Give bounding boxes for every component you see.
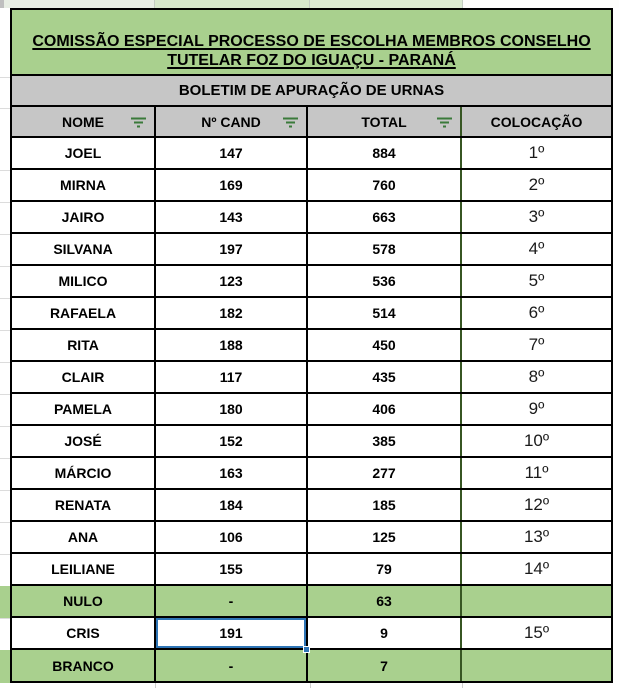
green-fill-sliver bbox=[0, 650, 10, 683]
table-row bbox=[12, 266, 611, 298]
cell-sliver bbox=[310, 0, 463, 8]
cell-colocacao[interactable] bbox=[462, 650, 611, 681]
gridline bbox=[310, 683, 311, 688]
cell-cand[interactable]: 143 bbox=[156, 202, 308, 232]
cell-total[interactable]: 536 bbox=[308, 266, 462, 296]
cell-cand[interactable]: 123 bbox=[156, 266, 308, 296]
cell-total[interactable]: 185 bbox=[308, 490, 462, 520]
cell-nome[interactable]: MÁRCIO bbox=[12, 458, 156, 488]
title-line-1: COMISSÃO ESPECIAL PROCESSO DE ESCOLHA MEMBROS CONSELHO bbox=[32, 33, 591, 51]
cell-nome[interactable]: RITA bbox=[12, 330, 156, 360]
cell-colocacao[interactable]: 8º bbox=[528, 367, 545, 386]
cell-nome[interactable]: LEILIANE bbox=[12, 554, 156, 584]
cell-cand[interactable]: 169 bbox=[156, 170, 308, 200]
cell-colocacao[interactable]: 10º bbox=[523, 431, 550, 450]
row-below-sliver bbox=[0, 683, 619, 688]
subtitle-text: BOLETIM DE APURAÇÃO DE URNAS bbox=[178, 82, 445, 99]
cell-total[interactable]: 406 bbox=[308, 394, 462, 424]
cell-total[interactable]: 385 bbox=[308, 426, 462, 456]
table-row-branco bbox=[12, 650, 611, 681]
cell-cand[interactable]: 197 bbox=[156, 234, 308, 264]
cell-colocacao[interactable]: 3º bbox=[528, 207, 545, 226]
title-line-2: TUTELAR FOZ DO IGUAÇU - PARANÁ bbox=[167, 52, 456, 70]
cell-nome[interactable]: MIRNA bbox=[12, 170, 156, 200]
cell-cand[interactable]: 152 bbox=[156, 426, 308, 456]
cell-total[interactable]: 277 bbox=[308, 458, 462, 488]
cell-cand[interactable]: 182 bbox=[156, 298, 308, 328]
cell-cand[interactable]: - bbox=[156, 586, 308, 616]
cell-colocacao[interactable]: 6º bbox=[528, 303, 545, 322]
table-row bbox=[12, 170, 611, 202]
cell-colocacao[interactable]: 11º bbox=[524, 463, 549, 482]
subtitle-band bbox=[12, 76, 611, 107]
title-band bbox=[12, 10, 611, 76]
header-cand[interactable] bbox=[156, 107, 308, 136]
table-header-row bbox=[12, 107, 611, 138]
cell-nome[interactable]: RAFAELA bbox=[12, 298, 156, 328]
cell-cand[interactable]: 188 bbox=[156, 330, 308, 360]
cell-nome[interactable]: NULO bbox=[12, 586, 156, 616]
table-row bbox=[12, 522, 611, 554]
cell-total[interactable]: 7 bbox=[308, 650, 462, 681]
cell-total[interactable]: 663 bbox=[308, 202, 462, 232]
cell-cand[interactable]: 147 bbox=[156, 138, 308, 168]
cell-colocacao[interactable]: 1º bbox=[528, 143, 545, 162]
gridline bbox=[0, 108, 10, 109]
header-label: Nº CAND bbox=[201, 113, 261, 130]
cell-colocacao[interactable]: 13º bbox=[523, 527, 550, 546]
cell-colocacao[interactable]: 15º bbox=[523, 623, 550, 642]
cell-colocacao[interactable]: 5º bbox=[528, 271, 545, 290]
header-total[interactable] bbox=[308, 107, 462, 136]
selected-cell[interactable]: 191 bbox=[156, 618, 308, 648]
row-above-sliver bbox=[4, 0, 619, 8]
cell-nome[interactable]: RENATA bbox=[12, 490, 156, 520]
header-label: TOTAL bbox=[361, 113, 407, 130]
table-row bbox=[12, 362, 611, 394]
table-row-nulo bbox=[12, 586, 611, 618]
cell-total[interactable]: 450 bbox=[308, 330, 462, 360]
cell-cand[interactable]: 184 bbox=[156, 490, 308, 520]
cell-nome[interactable]: JOSÉ bbox=[12, 426, 156, 456]
cell-total[interactable]: 125 bbox=[308, 522, 462, 552]
header-label: COLOCAÇÃO bbox=[490, 113, 583, 130]
cell-nome[interactable]: JOEL bbox=[12, 138, 156, 168]
filter-icon[interactable] bbox=[131, 116, 147, 127]
cell-total[interactable]: 514 bbox=[308, 298, 462, 328]
cell-nome[interactable]: CRIS bbox=[12, 618, 156, 648]
cell-total[interactable]: 63 bbox=[308, 586, 462, 616]
cell-nome[interactable]: CLAIR bbox=[12, 362, 156, 392]
header-label: NOME bbox=[62, 113, 104, 130]
filter-icon[interactable] bbox=[437, 116, 453, 127]
cell-nome[interactable]: MILICO bbox=[12, 266, 156, 296]
cell-nome[interactable]: ANA bbox=[12, 522, 156, 552]
cell-colocacao[interactable]: 2º bbox=[528, 175, 545, 194]
table-row bbox=[12, 234, 611, 266]
table-row bbox=[12, 330, 611, 362]
cell-total[interactable]: 79 bbox=[308, 554, 462, 584]
header-colocacao[interactable] bbox=[462, 107, 611, 136]
fill-handle[interactable] bbox=[303, 646, 310, 653]
table-row bbox=[12, 490, 611, 522]
table-row-cris bbox=[12, 618, 611, 650]
cell-colocacao[interactable] bbox=[462, 586, 611, 616]
cell-colocacao[interactable]: 14º bbox=[523, 559, 550, 578]
cell-cand[interactable]: 106 bbox=[156, 522, 308, 552]
cell-nome[interactable]: JAIRO bbox=[12, 202, 156, 232]
cell-cand[interactable]: 180 bbox=[156, 394, 308, 424]
table-row bbox=[12, 298, 611, 330]
cell-colocacao[interactable]: 9º bbox=[528, 399, 545, 418]
cell-sliver bbox=[463, 0, 619, 8]
cell-sliver bbox=[155, 0, 310, 8]
table-row bbox=[12, 426, 611, 458]
cell-total[interactable]: 435 bbox=[308, 362, 462, 392]
cell-cand[interactable]: 117 bbox=[156, 362, 308, 392]
table-row bbox=[12, 554, 611, 586]
cell-total[interactable]: 760 bbox=[308, 170, 462, 200]
cell-cand[interactable]: 155 bbox=[156, 554, 308, 584]
cell-nome[interactable]: BRANCO bbox=[12, 650, 156, 681]
cell-total[interactable]: 578 bbox=[308, 234, 462, 264]
table-row bbox=[12, 458, 611, 490]
cell-colocacao[interactable]: 12º bbox=[523, 495, 550, 514]
gridline bbox=[462, 683, 463, 688]
results-table bbox=[10, 8, 613, 683]
filter-icon[interactable] bbox=[283, 116, 299, 127]
cell-cand[interactable]: 163 bbox=[156, 458, 308, 488]
column-left-sliver bbox=[0, 8, 10, 688]
cell-nome[interactable]: SILVANA bbox=[12, 234, 156, 264]
table-row bbox=[12, 138, 611, 170]
gridline bbox=[0, 77, 10, 78]
gridline bbox=[155, 683, 156, 688]
cell-nome[interactable]: PAMELA bbox=[12, 394, 156, 424]
cell-sliver bbox=[4, 0, 155, 8]
green-fill-sliver bbox=[0, 586, 10, 618]
header-nome[interactable] bbox=[12, 107, 156, 136]
cell-total[interactable]: 9 bbox=[308, 618, 462, 648]
table-row bbox=[12, 394, 611, 426]
cell-total[interactable]: 884 bbox=[308, 138, 462, 168]
cell-colocacao[interactable]: 4º bbox=[528, 239, 545, 258]
table-row bbox=[12, 202, 611, 234]
cell-colocacao[interactable]: 7º bbox=[528, 335, 545, 354]
cell-cand[interactable]: - bbox=[156, 650, 308, 681]
